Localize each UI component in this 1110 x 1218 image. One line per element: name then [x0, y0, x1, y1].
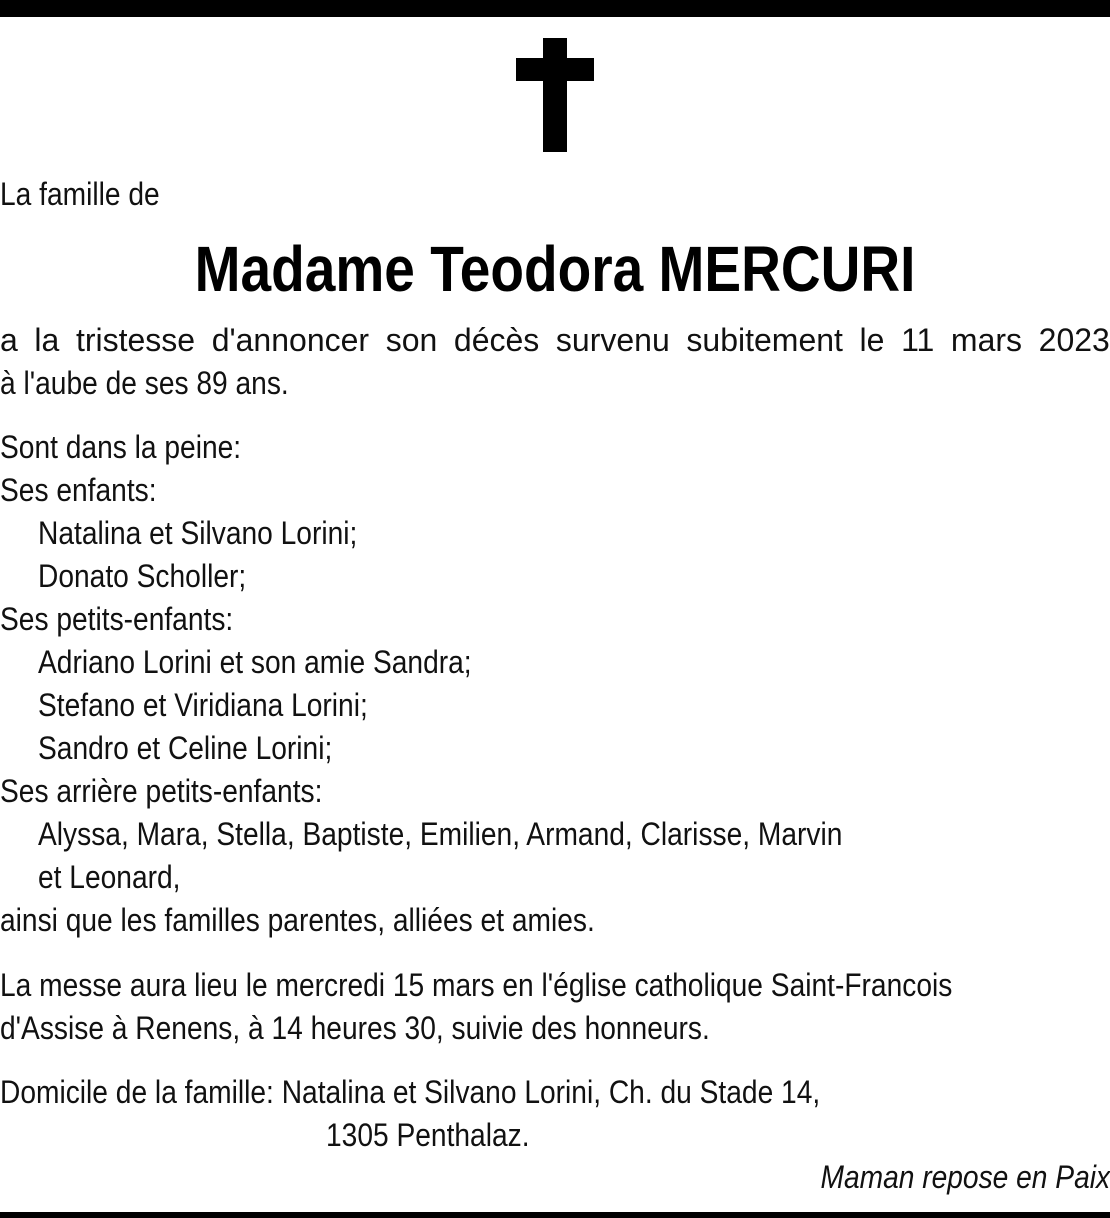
- others-text: ainsi que les familles parentes, alliées et amies.: [0, 902, 595, 938]
- bottom-rule: [0, 1212, 1110, 1218]
- grandchild-item: Adriano Lorini et son amie Sandra;: [38, 644, 472, 680]
- top-rule: [0, 0, 1110, 17]
- announcement-word: mars: [950, 322, 1023, 358]
- cross-icon: [516, 38, 594, 152]
- residence-line-2: 1305 Penthalaz.: [326, 1117, 530, 1153]
- residence-line-1: Domicile de la famille: Natalina et Silvano Lorini, Ch. du Stade 14,: [0, 1074, 821, 1110]
- service-line-2: d'Assise à Renens, à 14 heures 30, suivie des honneurs.: [0, 1010, 710, 1046]
- intro-text: La famille de: [0, 176, 160, 212]
- announcement-word: la: [34, 322, 60, 358]
- closing-phrase: Maman repose en Paix: [820, 1159, 1110, 1195]
- deceased-name: Madame Teodora MERCURI: [194, 233, 916, 305]
- service-line-1: La messe aura lieu le mercredi 15 mars en l'église catholique Saint-Francois: [0, 967, 953, 1003]
- announcement-word: a: [0, 322, 18, 358]
- announcement-word: subitement: [686, 322, 843, 358]
- announcement-word: son: [385, 322, 438, 358]
- grandchild-item: Sandro et Celine Lorini;: [38, 730, 333, 766]
- child-item: Donato Scholler;: [38, 558, 247, 594]
- mourners-heading: Sont dans la peine:: [0, 429, 242, 465]
- great-grandchildren-label: Ses arrière petits-enfants:: [0, 773, 323, 809]
- announcement-word: décès: [453, 322, 540, 358]
- announcement-word: 11: [901, 322, 935, 358]
- great-grandchildren-list: Alyssa, Mara, Stella, Baptiste, Emilien, Armand, Clarisse, Marvin: [38, 816, 843, 852]
- grandchildren-label: Ses petits-enfants:: [0, 601, 234, 637]
- announcement-word: tristesse: [75, 322, 196, 358]
- child-item: Natalina et Silvano Lorini;: [38, 515, 358, 551]
- announcement-word: d'annoncer: [211, 322, 370, 358]
- announcement-line-2: à l'aube de ses 89 ans.: [0, 365, 289, 401]
- announcement-word: 2023: [1038, 322, 1110, 358]
- children-label: Ses enfants:: [0, 472, 157, 508]
- announcement-word: le: [859, 322, 885, 358]
- great-grandchildren-list-end: et Leonard,: [38, 859, 181, 895]
- grandchild-item: Stefano et Viridiana Lorini;: [38, 687, 368, 723]
- announcement-line-1: [0, 321, 1110, 359]
- announcement-word: survenu: [555, 322, 670, 358]
